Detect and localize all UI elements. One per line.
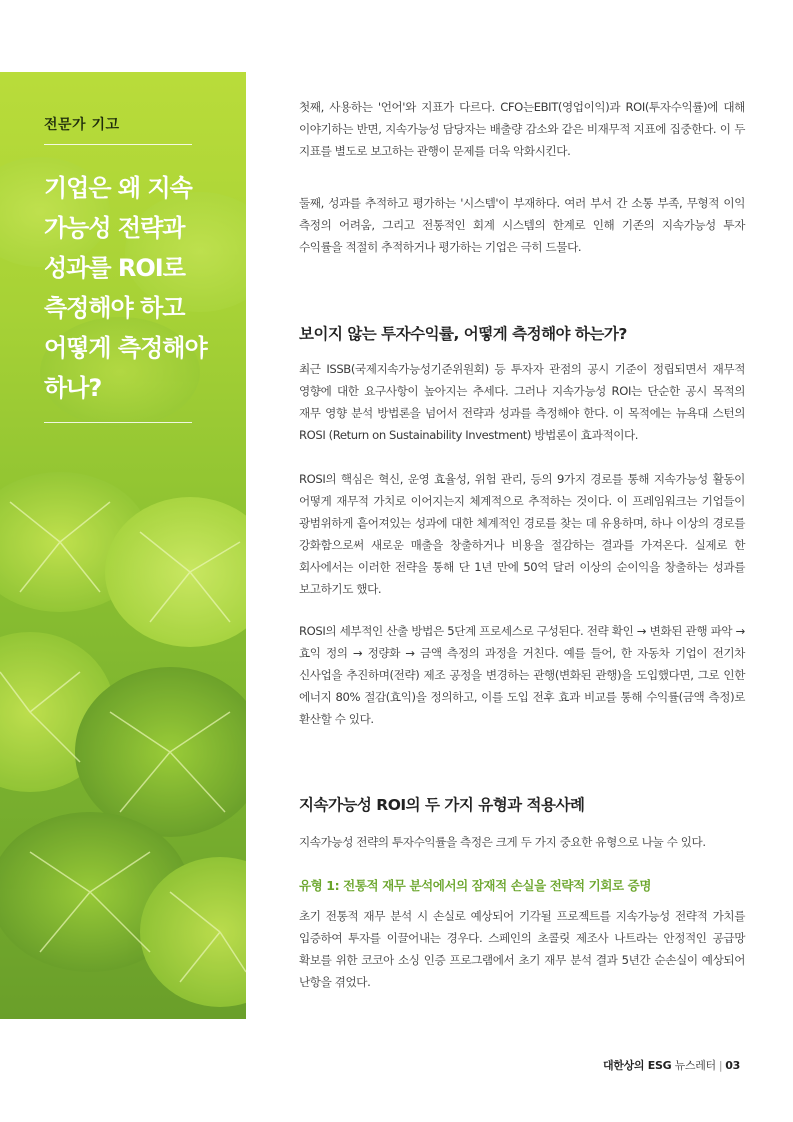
footer-separator: | bbox=[718, 1059, 723, 1072]
section-heading-roi-measurement: 보이지 않는 투자수익률, 어떻게 측정해야 하는가? bbox=[299, 325, 627, 343]
section1-paragraph-2: ROSI의 핵심은 혁신, 운영 효율성, 위험 관리, 등의 9가지 경로를 통해 지속가능성 활동이 어떻게 재무적 가치로 이어지는지 체계적으로 추적하는 것이다. 이 프레임워크는 기업들이 광범위하게 흩어져있는 성과에 대한 체계적인 경로를 찾는 데 유용하며, 하나 이상의 경로를 강화함으로써 새로운 매출을 창출하거나 비용을 절감하는 결과를 가져온다. 실제로 한 회사에서는 이러한 전략을 통해 단 1년 만에 50억 달러 이상의 순이익을 창출하는 성과를 보고하기도 했다. bbox=[299, 472, 745, 596]
section2-paragraph-1: 지속가능성 전략의 투자수익률을 측정은 크게 두 가지 중요한 유형으로 나눌 수 있다. bbox=[299, 835, 706, 849]
footer-brand: 대한상의 ESG bbox=[602, 1059, 672, 1072]
page-number: 03 bbox=[725, 1059, 740, 1072]
section-heading-roi-types: 지속가능성 ROI의 두 가지 유형과 적용사례 bbox=[299, 796, 585, 814]
subheading-type-1: 유형 1: 전통적 재무 분석에서의 잠재적 손실을 전략적 기회로 증명 bbox=[299, 878, 652, 893]
section1-paragraph-1: 최근 ISSB(국제지속가능성기준위원회) 등 투자자 관점의 공시 기준이 정립되면서 재무적 영향에 대한 요구사항이 높아지는 추세다. 그러나 지속가능성 ROI는 단순한 공시 목적의 재무 영향 분석 방법론을 넘어서 전략과 성과를 측정해야 한다. 이 목적에는 뉴욕대 스턴의 ROSI (Return on Sustainability Investment) 방법론이 효과적이다. bbox=[299, 362, 745, 442]
divider-bottom bbox=[44, 422, 192, 423]
intro-paragraph-1: 첫째, 사용하는 '언어'와 지표가 다르다. CFO는EBIT(영업이익)과 ROI(투자수익률)에 대해 이야기하는 반면, 지속가능성 담당자는 배출량 감소와 같은 비재무적 지표에 집중한다. 이 두 지표를 별도로 보고하는 관행이 문제를 더욱 악화시킨다. bbox=[299, 100, 745, 158]
intro-paragraph-2: 둘째, 성과를 추적하고 평가하는 '시스템'이 부재하다. 여러 부서 간 소통 부족, 무형적 이익 측정의 어려움, 그리고 전통적인 회계 시스템의 한계로 인해 기존의 지속가능성 투자 수익률을 적절히 추적하거나 평가하는 기업은 극히 드물다. bbox=[299, 196, 745, 254]
footer-label: 뉴스레터 bbox=[674, 1059, 716, 1072]
divider-top bbox=[44, 144, 192, 145]
section-label: 전문가 기고 bbox=[44, 117, 120, 133]
article-title: 기업은 왜 지속 가능성 전략과 성과를 ROI로 측정해야 하고 어떻게 측정해야 하나? bbox=[44, 174, 207, 402]
section1-paragraph-3: ROSI의 세부적인 산출 방법은 5단계 프로세스로 구성된다. 전략 확인 → 변화된 관행 파악 → 효익 정의 → 정량화 → 금액 측정의 과정을 거친다. 예를 들어, 한 자동차 기업이 전기차 신사업을 추진하며(전략) 제조 공정을 변경하는 관행(변화된 관행)을 도입했다면, 그로 인한 에너지 80% 절감(효익)을 정의하고, 이를 도입 전후 효과 비교를 통해 수익률(금액 측정)로 환산할 수 있다. bbox=[299, 624, 745, 726]
section2-paragraph-2: 초기 전통적 재무 분석 시 손실로 예상되어 기각될 프로젝트를 지속가능성 전략적 가치를 입증하여 투자를 이끌어내는 경우다. 스페인의 초콜릿 제조사 나트라는 안정적인 공급망 확보를 위한 코코아 소싱 인증 프로그램에서 초기 재무 분석 결과 5년간 순손실이 예상되어 난항을 겪었다. bbox=[299, 909, 745, 989]
sidebar-panel bbox=[0, 72, 246, 1019]
page-footer bbox=[603, 1057, 740, 1073]
